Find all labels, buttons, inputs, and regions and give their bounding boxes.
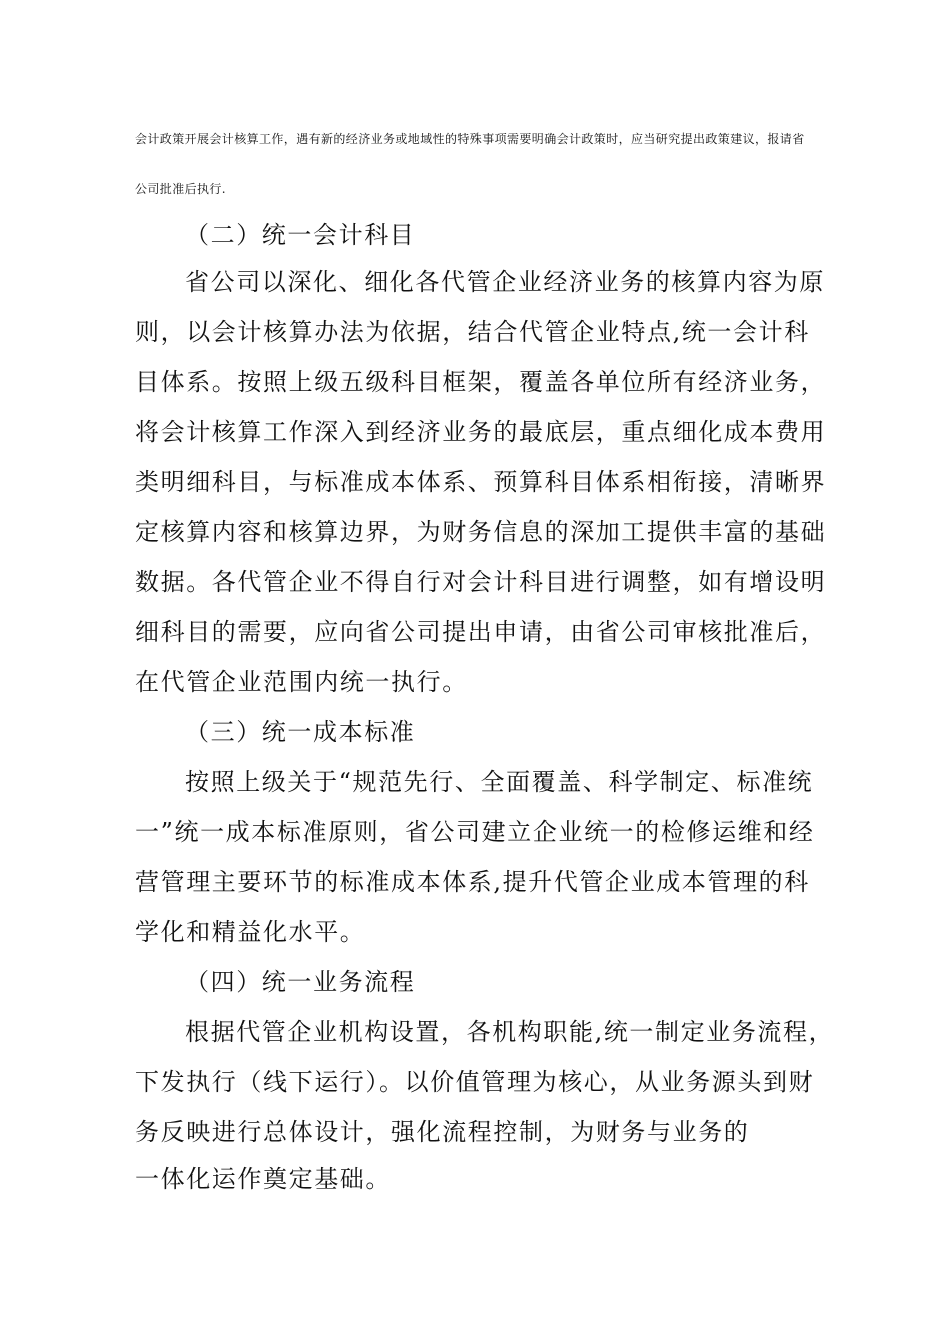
paragraph-line: 省公司以深化、细化各代管企业经济业务的核算内容为原 [185, 268, 825, 296]
paragraph-line: 将会计核算工作深入到经济业务的最底层，重点细化成本费用 [135, 418, 827, 446]
intro-line-1: 会计政策开展会计核算工作，遇有新的经济业务或地域性的特殊事项需要明确会计政策时，应当研究提出政策建议，报请省 [135, 132, 805, 146]
section-heading-4: （四）统一业务流程 [185, 968, 416, 996]
section-heading-2: （二）统一会计科目 [185, 221, 416, 249]
paragraph-line: 目体系。按照上级五级科目框架，覆盖各单位所有经济业务， [135, 368, 827, 396]
intro-line-2: 公司批准后执行. [135, 182, 227, 196]
paragraph-line: 一”统一成本标准原则，省公司建立企业统一的检修运维和经 [135, 818, 815, 846]
paragraph-line: 定核算内容和核算边界，为财务信息的深加工提供丰富的基础 [135, 518, 827, 546]
paragraph-line: 细科目的需要，应向省公司提出申请，由省公司审核批准后， [135, 618, 827, 646]
paragraph-line: 务反映进行总体设计，强化流程控制，为财务与业务的 [135, 1118, 750, 1146]
paragraph-line: 下发执行（线下运行）。以价值管理为核心，从业务源头到财 [135, 1068, 815, 1096]
paragraph-line: 按照上级关于“规范先行、全面覆盖、科学制定、标准统 [185, 768, 814, 796]
paragraph-line: 学化和精益化水平。 [135, 918, 366, 946]
paragraph-line: 则，以会计核算办法为依据，结合代管企业特点,统一会计科 [135, 318, 810, 346]
section-heading-3: （三）统一成本标准 [185, 718, 416, 746]
paragraph-line: 一体化运作奠定基础。 [135, 1165, 391, 1193]
paragraph-line: 根据代管企业机构设置，各机构职能,统一制定业务流程， [185, 1018, 835, 1046]
paragraph-line: 在代管企业范围内统一执行。 [135, 668, 468, 696]
paragraph-line: 营管理主要环节的标准成本体系,提升代管企业成本管理的科 [135, 868, 810, 896]
paragraph-line: 类明细科目，与标准成本体系、预算科目体系相衔接，清晰界 [135, 468, 827, 496]
paragraph-line: 数据。各代管企业不得自行对会计科目进行调整，如有增设明 [135, 568, 827, 596]
